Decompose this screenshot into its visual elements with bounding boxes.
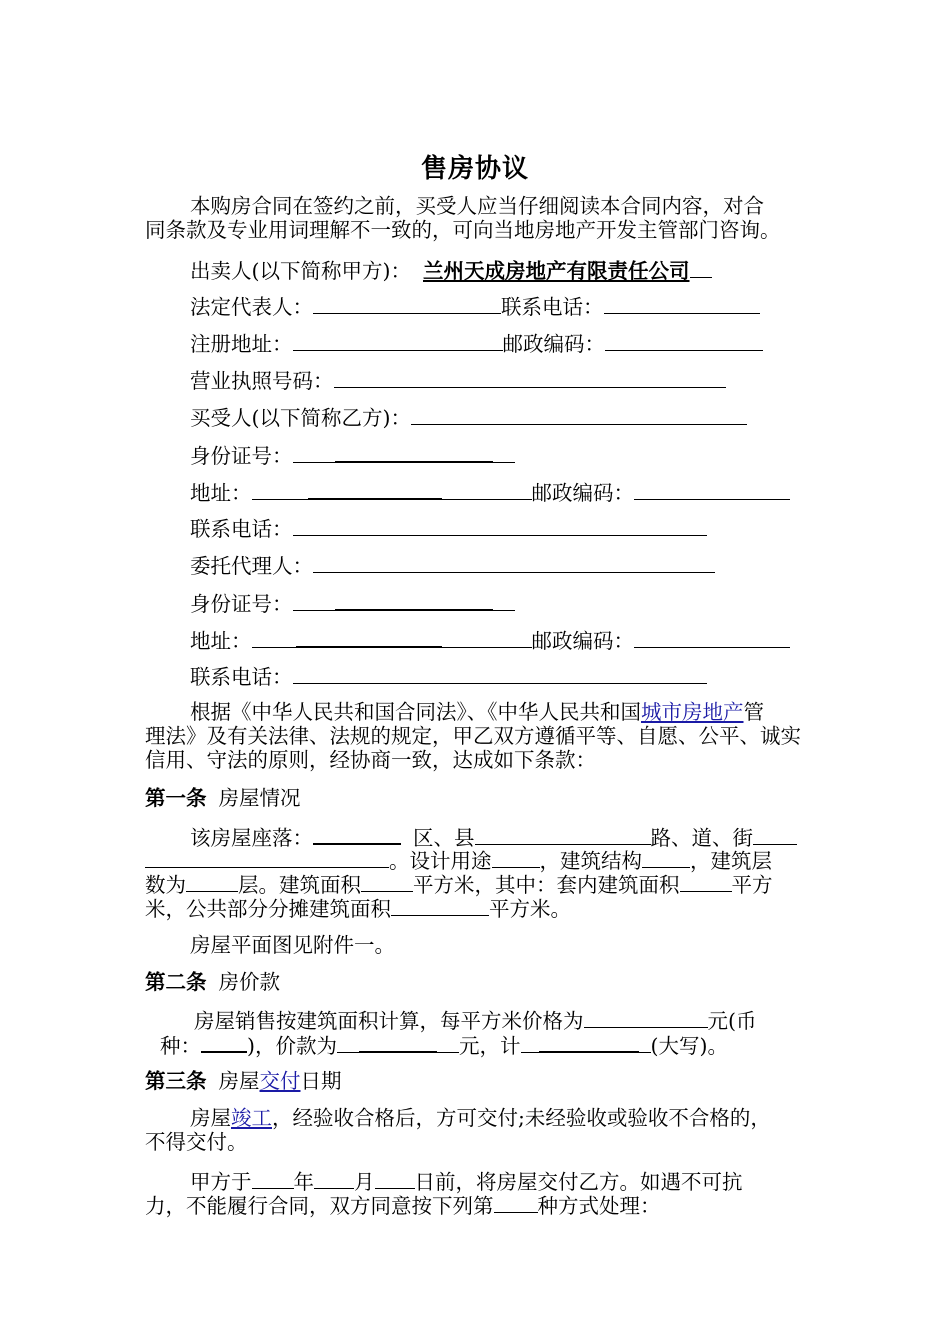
buyer-address-field-b[interactable] xyxy=(442,479,532,500)
buyer-id-label: 身份证号： xyxy=(190,444,293,468)
inner-area-unit: 平方 xyxy=(731,873,773,897)
unit-price-field[interactable] xyxy=(584,1007,708,1028)
agent-id-row xyxy=(190,589,515,616)
article-3-p2-line-1 xyxy=(190,1168,743,1194)
floors-label: ，建筑层 xyxy=(690,849,772,873)
design-use-field[interactable] xyxy=(492,847,540,868)
seller-row xyxy=(190,257,712,283)
buyer-name-field[interactable] xyxy=(411,404,747,425)
floor-plan-note: 房屋平面图见附件一。 xyxy=(190,933,395,957)
article-1-heading xyxy=(145,786,301,810)
buyer-phone-label: 联系电话： xyxy=(190,517,293,541)
article-1-line-3 xyxy=(145,871,773,897)
shared-area-label: 米，公共部分分摊建筑面积 xyxy=(145,897,391,921)
agent-field[interactable] xyxy=(313,552,715,573)
total-words-field-a[interactable] xyxy=(521,1032,539,1053)
p1-text-a: 房屋 xyxy=(190,1106,231,1130)
intro-line-2: 同条款及专业用词理解不一致的，可向当地房地产开发主管部门咨询。 xyxy=(145,218,781,242)
article-1-line-2 xyxy=(145,847,772,873)
uppercase-note: (大写)。 xyxy=(650,1034,728,1058)
currency-label: 元(币 xyxy=(707,1009,757,1033)
currency-field[interactable] xyxy=(201,1031,247,1053)
article-3-p2-line-2 xyxy=(145,1192,661,1218)
buyer-postcode-label: 邮政编码： xyxy=(531,481,634,505)
article-3-title-a: 房屋 xyxy=(218,1069,260,1093)
p2-text-f: 种方式处理： xyxy=(537,1194,661,1218)
street-field[interactable] xyxy=(753,824,797,845)
article-3-p1-line-1 xyxy=(190,1106,771,1130)
seller-company-name: 兰州天成房地产有限责任公司 xyxy=(423,259,690,283)
agent-id-label: 身份证号： xyxy=(190,592,293,616)
shared-area-unit: 平方米。 xyxy=(489,897,571,921)
agent-phone-field[interactable] xyxy=(293,663,707,684)
agent-address-label: 地址： xyxy=(190,629,252,653)
agent-address-field-a[interactable] xyxy=(252,627,296,648)
document-title: 售房协议 xyxy=(420,154,529,184)
agent-label: 委托代理人： xyxy=(190,554,313,578)
option-number-field[interactable] xyxy=(494,1192,538,1213)
reg-address-label: 注册地址： xyxy=(190,332,293,356)
seller-phone-label: 联系电话： xyxy=(501,295,604,319)
p2-text-d: 日前，将房屋交付乙方。如遇不可抗 xyxy=(414,1170,743,1194)
article-3-link-delivery[interactable]: 交付 xyxy=(259,1069,301,1093)
seller-name-underline xyxy=(690,257,712,278)
article-3-number: 第三条 xyxy=(145,1069,207,1093)
p1-text-b: ，经验收合格后，方可交付;未经验收或验收不合格的， xyxy=(272,1106,771,1130)
agent-address-field[interactable] xyxy=(296,626,442,648)
agent-phone-label: 联系电话： xyxy=(190,665,293,689)
buyer-postcode-field[interactable] xyxy=(634,479,790,500)
article-3-heading xyxy=(145,1069,342,1093)
district-label: 区、县 xyxy=(413,826,475,850)
delivery-label: 甲方于 xyxy=(190,1170,252,1194)
area-field[interactable] xyxy=(361,871,413,892)
structure-label: ，建筑结构 xyxy=(539,849,642,873)
agent-row xyxy=(190,552,715,578)
buyer-phone-field[interactable] xyxy=(293,515,707,536)
buyer-address-label: 地址： xyxy=(190,481,252,505)
article-1-title: 房屋情况 xyxy=(218,786,301,810)
license-row xyxy=(190,367,726,393)
basis-text-a: 根据《中华人民共和国合同法》、《中华人民共和国 xyxy=(190,700,641,724)
agent-id-field-b[interactable] xyxy=(493,590,515,611)
area-label: 层。建筑面积 xyxy=(238,873,361,897)
district-field[interactable] xyxy=(475,824,651,845)
agent-phone-row xyxy=(190,663,707,689)
article-2-line-2 xyxy=(160,1031,728,1058)
license-field[interactable] xyxy=(334,367,726,388)
article-1-number: 第一条 xyxy=(145,786,207,810)
seller-postcode-field[interactable] xyxy=(605,330,763,351)
street-label: 路、道、街 xyxy=(650,826,753,850)
total-price-field-a[interactable] xyxy=(337,1032,359,1053)
license-label: 营业执照号码： xyxy=(190,369,334,393)
p2-text-e: 力，不能履行合同，双方同意按下列第 xyxy=(145,1194,494,1218)
buyer-address-field[interactable] xyxy=(308,478,442,500)
basis-text-b: 管 xyxy=(743,700,764,724)
agent-id-field[interactable] xyxy=(335,589,493,611)
intro-line-1: 本购房合同在签约之前，买受人应当仔细阅读本合同内容，对合 xyxy=(190,194,764,218)
location-label: 该房屋座落： xyxy=(190,826,313,850)
floors-label-cont: 数为 xyxy=(145,873,186,897)
buyer-id-field-b[interactable] xyxy=(493,442,515,463)
article-2-title: 房价款 xyxy=(218,970,280,994)
buyer-address-row xyxy=(190,478,790,505)
total-price-field-b[interactable] xyxy=(437,1032,459,1053)
buyer-id-row xyxy=(190,441,515,468)
structure-field[interactable] xyxy=(642,847,690,868)
agent-postcode-field[interactable] xyxy=(634,627,790,648)
inner-area-label: 平方米，其中：套内建筑面积 xyxy=(413,873,680,897)
design-use-label: 。设计用途 xyxy=(389,849,492,873)
seller-phone-field[interactable] xyxy=(604,293,760,314)
total-words-label: 元，计 xyxy=(459,1034,521,1058)
unit-price-label: 房屋销售按建筑面积计算，每平方米价格为 xyxy=(194,1009,584,1033)
delivery-year-field[interactable] xyxy=(252,1168,294,1189)
delivery-day-field[interactable] xyxy=(375,1168,415,1189)
article-1-line-1 xyxy=(190,823,797,850)
reg-address-row xyxy=(190,330,763,356)
floors-field[interactable] xyxy=(186,871,238,892)
completion-link[interactable]: 竣工 xyxy=(231,1106,272,1130)
article-3-title-b: 日期 xyxy=(300,1069,342,1093)
month-label: 月 xyxy=(354,1170,375,1194)
legal-rep-label: 法定代表人： xyxy=(190,295,313,319)
basis-link-real-estate[interactable]: 城市房地产 xyxy=(641,700,744,724)
agent-id-field-a[interactable] xyxy=(293,590,335,611)
street-field-cont[interactable] xyxy=(145,847,389,868)
buyer-label: 买受人(以下简称乙方)： xyxy=(190,406,411,430)
article-2-heading xyxy=(145,970,280,994)
total-words-field-b[interactable] xyxy=(639,1032,651,1053)
article-3-p1-line-2: 不得交付。 xyxy=(145,1130,248,1154)
delivery-month-field[interactable] xyxy=(314,1168,354,1189)
agent-postcode-label: 邮政编码： xyxy=(531,629,634,653)
article-2-number: 第二条 xyxy=(145,970,207,994)
currency-kind-label: 种： xyxy=(160,1034,201,1058)
location-field[interactable] xyxy=(313,823,401,845)
legal-rep-row xyxy=(190,293,760,319)
seller-label: 出卖人(以下简称甲方)： xyxy=(190,259,411,283)
article-2-line-1 xyxy=(194,1007,757,1033)
basis-line-3: 信用、守法的原则，经协商一致，达成如下条款： xyxy=(145,748,596,772)
basis-line-2: 理法》及有关法律、法规的规定，甲乙双方遵循平等、自愿、公平、诚实 xyxy=(145,724,801,748)
agent-address-row xyxy=(190,626,790,653)
buyer-address-field-a[interactable] xyxy=(252,479,308,500)
buyer-row xyxy=(190,404,747,430)
year-label: 年 xyxy=(293,1170,314,1194)
buyer-id-field-a[interactable] xyxy=(293,442,335,463)
buyer-id-field[interactable] xyxy=(335,441,493,463)
agent-address-field-b[interactable] xyxy=(442,627,532,648)
total-price-field[interactable] xyxy=(359,1031,437,1053)
inner-area-field[interactable] xyxy=(680,871,732,892)
seller-postcode-label: 邮政编码： xyxy=(502,332,605,356)
basis-line-1 xyxy=(190,700,764,724)
shared-area-field[interactable] xyxy=(391,895,489,916)
legal-rep-field[interactable] xyxy=(313,293,501,314)
buyer-phone-row xyxy=(190,515,707,541)
article-1-line-4 xyxy=(145,895,571,921)
reg-address-field[interactable] xyxy=(293,330,503,351)
total-words-field[interactable] xyxy=(539,1031,639,1053)
total-price-label: )，价款为 xyxy=(247,1034,337,1058)
